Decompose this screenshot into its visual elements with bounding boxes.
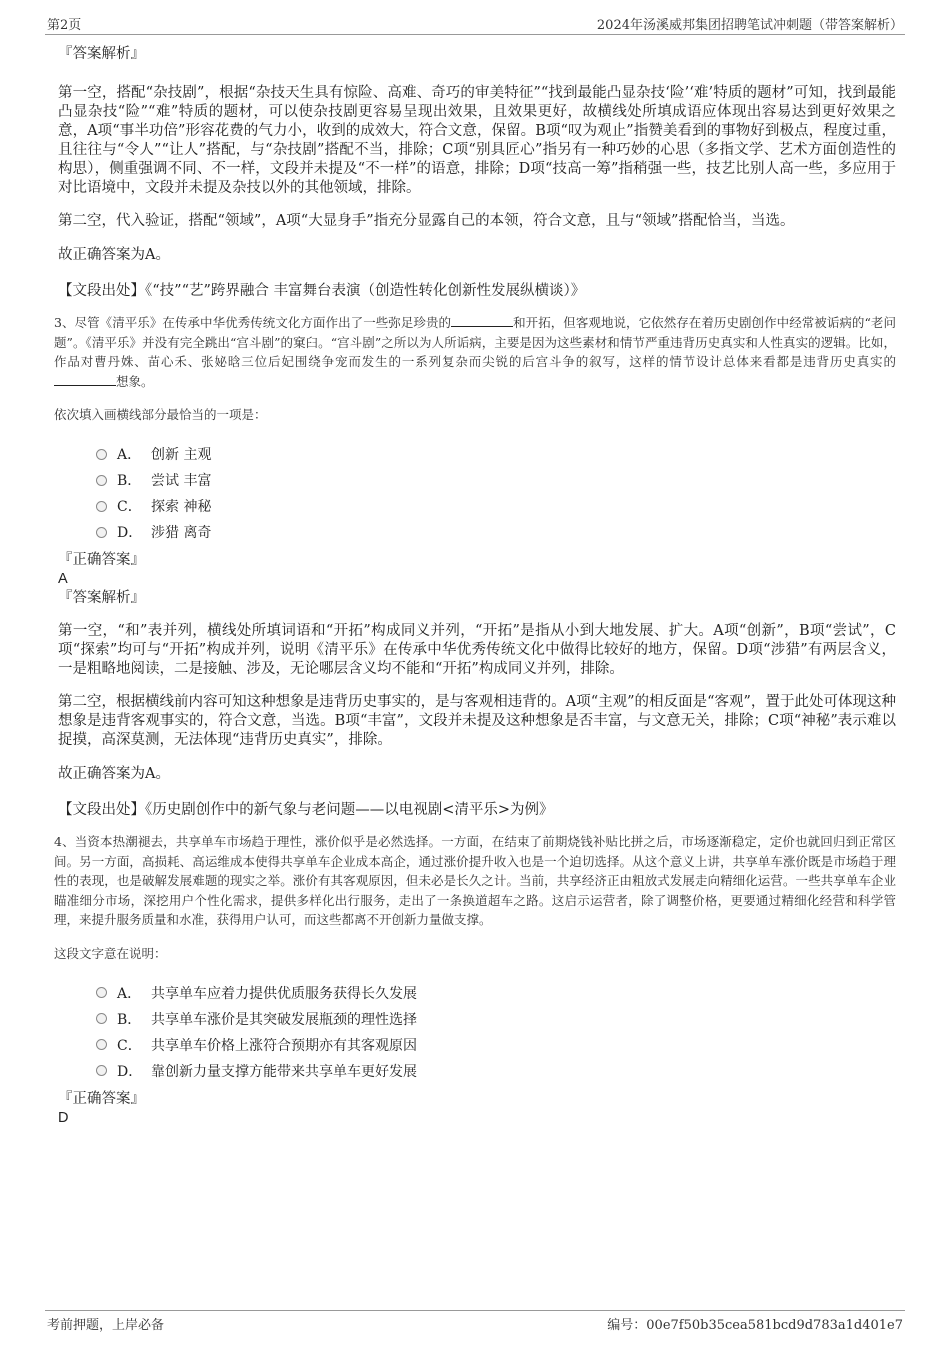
radio-icon[interactable] (96, 449, 107, 460)
q2-analysis-label: 『答案解析』 (58, 46, 145, 62)
footer-slogan: 考前押题，上岸必备 (47, 1318, 165, 1333)
page-header (45, 12, 905, 35)
q3-question-text: 3、尽管《清平乐》在传承中华优秀传统文化方面作出了一些弥足珍贵的 和开拓，但客观地说，它依然存在着历史剧创作中经常被诟病的“老问题”。《清平乐》并没有完全跳出“宫斗剧”的窠臼。“宫斗剧”之所以为人所诟病，主要是因为这些素材和情节严重违背历史真实和人性真实的逻辑。比如，作品对曹丹姝、苗心禾、张妼晗三位后妃围绕争宠而发生的一系列复杂而尖锐的后宫斗争的叙写，这样的情节设计总体来看都是违背历史真实的想象。 (54, 315, 896, 389)
radio-icon[interactable] (96, 527, 107, 538)
q3-option-a[interactable]: A． 创新 主观 (96, 441, 896, 467)
q4-question-text: 4、当资本热潮褪去，共享单车市场趋于理性，涨价似乎是必然选择。一方面，在结束了前期烧钱补贴比拼之后，市场逐渐稳定，定价也就回归到正常区间。另一方面，高损耗、高运维成本使得共享单车企业成本高企，通过涨价提升收入也是一个迫切选择。从这个意义上讲，共享单车涨价既是市场趋于理性的表现，也是破解发展难题的现实之举。涨价有其客观原因，但未必是长久之计。当前，共享经济正由粗放式发展走向精细化运营。一些共享单车企业瞄准细分市场，深挖用户个性化需求，提供多样化出行服务，走出了一条换道超车之路。这启示运营者，除了调整价格，更要通过精细化经营和科学管理，来提升服务质量和水准，获得用户认可，而这些都离不开创新力量做支撑。 (54, 834, 896, 927)
q3-analysis-label: 『答案解析』 (58, 590, 145, 606)
radio-icon[interactable] (96, 1013, 107, 1024)
q4-correct-answer: D (58, 1109, 69, 1126)
q3-conclusion: 故正确答案为A。 (58, 766, 170, 782)
q3-prompt: 依次填入画横线部分最恰当的一项是： (54, 407, 267, 422)
q2-analysis-paragraph-1: 第一空，搭配“杂技剧”，根据“杂技天生具有惊险、高难、奇巧的审美特征”“找到最能凸显杂技‘险’‘难’特质的题材”可知，找到最能凸显杂技“险”“难”特质的题材，可以使杂技剧更容易呈现出效果，且效果更好，故横线处所填成语应体现出容易达到更好效果之意，A项“事半功倍”形容花费的气力小，收到的成效大，符合文意，保留。B项“叹为观止”指赞美看到的事物好到极点，程度过重，且往往与“令人”“让人”搭配，与“杂技剧”搭配不当，排除；C项“别具匠心”指另有一种巧妙的心思（多指文学、艺术方面创造性的构思），侧重强调不同、不一样，文段并未提及“不一样”的语意，排除；D项“技高一筹”指稍强一些，技艺比别人高一些，多应用于对比语境中，文段并未提及杂技以外的其他领域，排除。 (58, 85, 896, 196)
footer-code: 编号：00e7f50b35cea581bcd9d783a1d401e7 (607, 1318, 903, 1333)
q4-options (96, 980, 896, 1084)
q4-option-c[interactable]: C． 共享单车价格上涨符合预期亦有其客观原因 (96, 1032, 896, 1058)
page-number: 第2页 (47, 18, 82, 33)
radio-icon[interactable] (96, 1065, 107, 1076)
radio-icon[interactable] (96, 987, 107, 998)
q3-source: 【文段出处】《历史剧创作中的新气象与老问题——以电视剧<清平乐>为例》 (58, 802, 554, 818)
radio-icon[interactable] (96, 1039, 107, 1050)
q4-option-b[interactable]: B． 共享单车涨价是其突破发展瓶颈的理性选择 (96, 1006, 896, 1032)
radio-icon[interactable] (96, 501, 107, 512)
q2-conclusion: 故正确答案为A。 (58, 247, 170, 263)
q3-analysis-paragraph-2: 第二空，根据横线前内容可知这种想象是违背历史事实的，是与客观相违背的。A项“主观”的相反面是“客观”，置于此处可体现这种想象是违背客观事实的，符合文意，当选。B项“丰富”，文段并未提及这种想象是否丰富，与文意无关，排除；C项“神秘”表示难以捉摸，高深莫测，无法体现“违背历史真实”，排除。 (58, 694, 896, 748)
q3-options (96, 441, 896, 545)
q4-prompt: 这段文字意在说明： (54, 945, 167, 961)
q2-analysis-paragraph-2: 第二空，代入验证，搭配“领域”，A项“大显身手”指充分显露自己的本领，符合文意，且与“领域”搭配恰当，当选。 (58, 213, 795, 229)
radio-icon[interactable] (96, 475, 107, 486)
document-title: 2024年汤溪威邦集团招聘笔试冲刺题（带答案解析） (596, 18, 903, 33)
q3-correct-answer: A (58, 571, 68, 587)
q4-option-a[interactable]: A． 共享单车应着力提供优质服务获得长久发展 (96, 980, 896, 1006)
q3-correct-label: 『正确答案』 (58, 552, 145, 568)
q4-correct-label: 『正确答案』 (58, 1090, 145, 1107)
q3-option-b[interactable]: B． 尝试 丰富 (96, 467, 896, 493)
q3-blank-1 (451, 314, 513, 327)
q3-option-c[interactable]: C． 探索 神秘 (96, 493, 896, 519)
q2-source: 【文段出处】《“技”“艺”跨界融合 丰富舞台表演（创造性转化创新性发展纵横谈）》 (58, 283, 586, 299)
q3-analysis-paragraph-1: 第一空，“和”表并列，横线处所填词语和“开拓”构成同义并列，“开拓”是指从小到大地发展、扩大。A项“创新”，B项“尝试”，C项“探索”均可与“开拓”构成并列，说明《清平乐》在传承中华优秀传统文化中做得比较好的地方，保留。D项“涉猎”有两层含义，一是粗略地阅读，二是接触、涉及，无论哪层含义均不能和“开拓”构成同义并列，排除。 (58, 623, 896, 677)
q3-option-d[interactable]: D． 涉猎 离奇 (96, 519, 896, 545)
q3-blank-2 (54, 373, 116, 386)
q4-option-d[interactable]: D． 靠创新力量支撑方能带来共享单车更好发展 (96, 1058, 896, 1084)
page-content (54, 44, 896, 1128)
page-footer (45, 1310, 905, 1331)
